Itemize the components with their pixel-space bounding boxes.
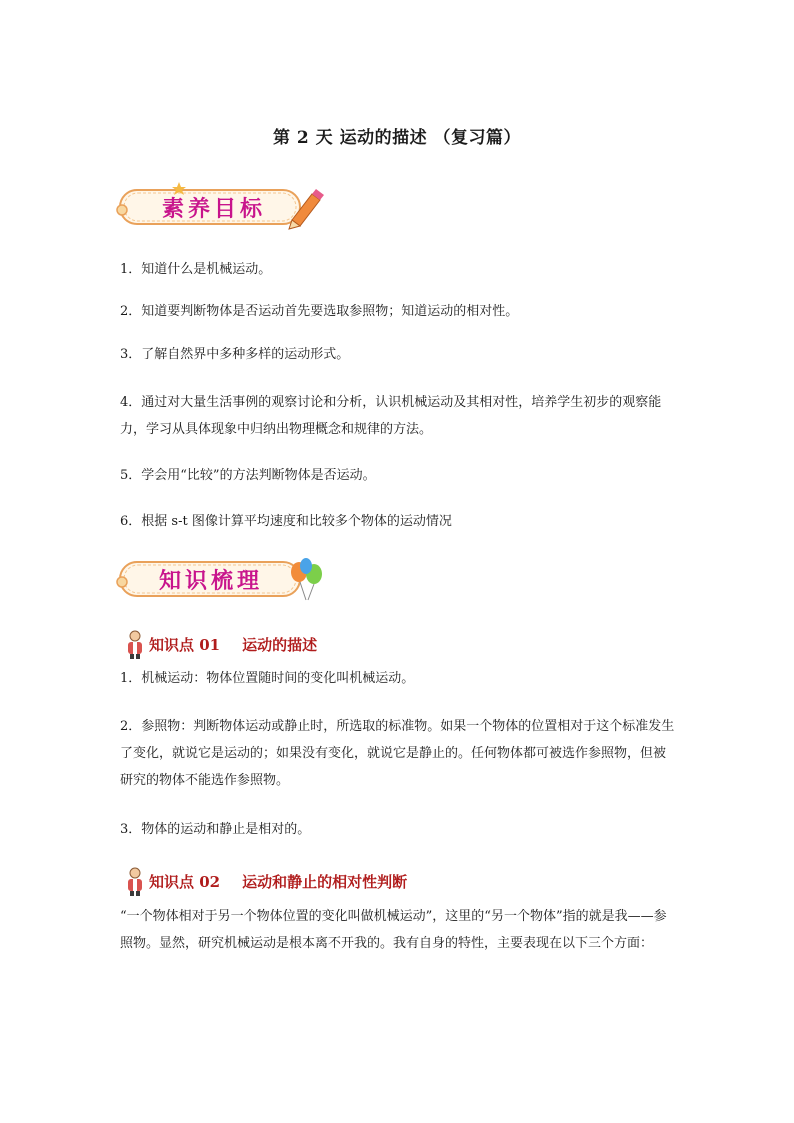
kp2-title: 运动和静止的相对性判断 [242, 872, 408, 891]
goal-item: 2．知道要判断物体是否运动首先要选取参照物；知道运动的相对性。 [120, 304, 519, 319]
goal-item: 3．了解自然界中多种多样的运动形式。 [120, 347, 350, 362]
kp1-number: 知识点 01 [149, 635, 221, 654]
balloons-icon [291, 558, 322, 600]
kp1-title: 运动的描述 [242, 635, 318, 654]
kp2-heading [124, 866, 407, 896]
kp1-item: 1．机械运动：物体位置随时间的变化叫机械运动。 [120, 671, 415, 686]
kp2-number: 知识点 02 [149, 872, 221, 891]
goal-item: 6．根据 s-t 图像计算平均速度和比较多个物体的运动情况 [120, 514, 452, 529]
knowledge-banner-text: 知识梳理 [158, 569, 264, 594]
kp1-item: 3．物体的运动和静止是相对的。 [120, 822, 311, 837]
goal-item: 1．知道什么是机械运动。 [120, 262, 272, 277]
goal-item: 5．学会用“比较”的方法判断物体是否运动。 [120, 468, 376, 483]
teacher-icon [124, 866, 146, 896]
goal-item: 4．通过对大量生活事例的观察讨论和分析，认识机械运动及其相对性，培养学生初步的观察能力，学习从具体现象中归纳出物理概念和规律的方法。 [120, 395, 662, 437]
goals-banner [116, 180, 326, 232]
page-title: 第 2 天 运动的描述 （复习篇） [272, 128, 521, 148]
kp1-item: 2．参照物：判断物体运动或静止时，所选取的标准物。如果一个物体的位置相对于这个标准发生了变化，就说它是运动的；如果没有变化，就说它是静止的。任何物体都可被选作参照物，但被研究的物体不能选作参照物。 [120, 719, 675, 788]
goals-banner-text: 素养目标 [161, 197, 267, 222]
teacher-icon [124, 629, 146, 659]
kp2-text: “一个物体相对于另一个物体位置的变化叫做机械运动”，这里的“另一个物体”指的就是我——参照物。显然，研究机械运动是根本离不开我的。我有自身的特性，主要表现在以下三个方面： [120, 909, 667, 951]
knowledge-banner [116, 552, 326, 604]
kp1-heading [124, 629, 317, 659]
